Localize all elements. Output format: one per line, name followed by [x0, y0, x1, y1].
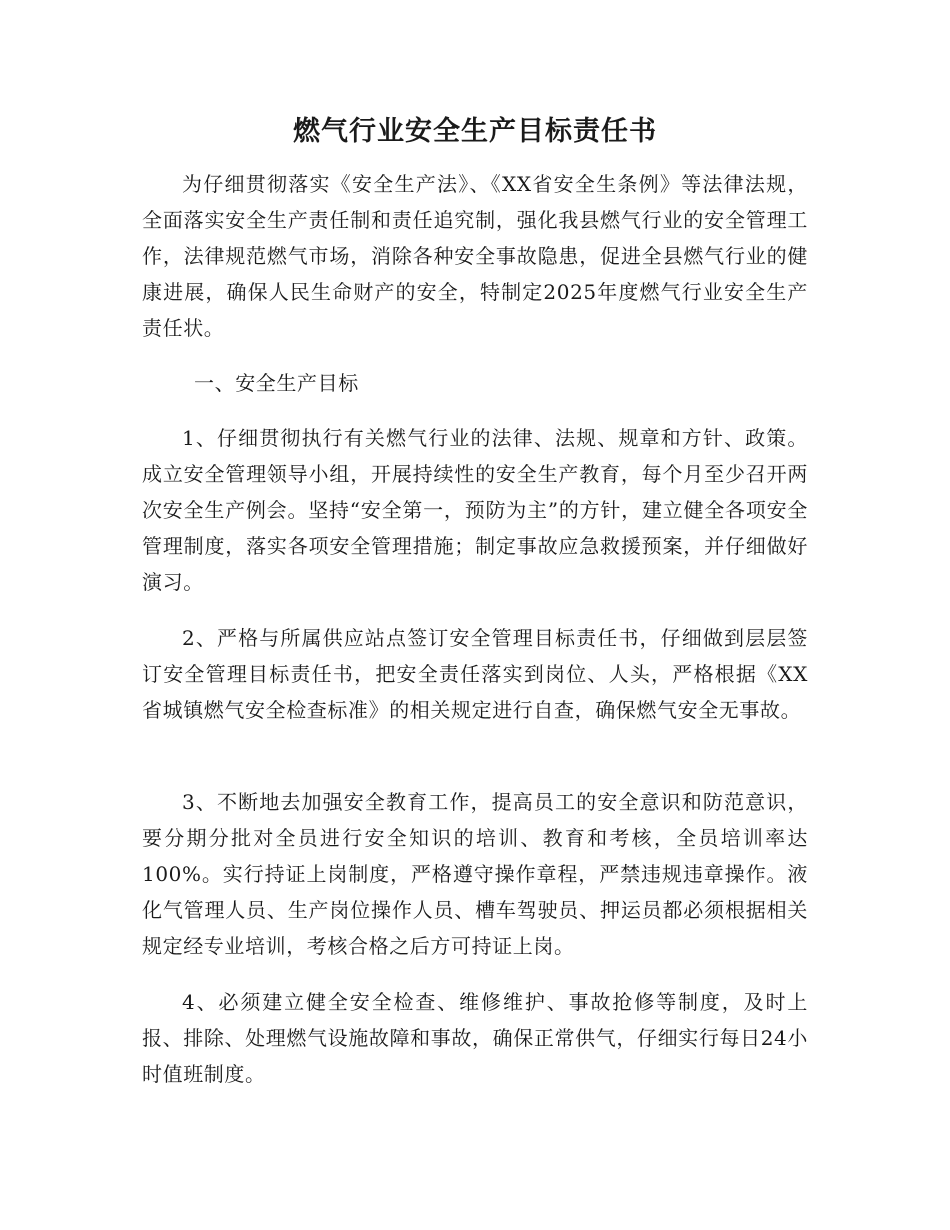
section-heading: 一、安全生产目标 — [194, 371, 359, 395]
list-item: 2、严格与所属供应站点签订安全管理目标责任书，仔细做到层层签订安全管理目标责任书，把安全责任落实到岗位、人头，严格根据《XX省城镇燃气安全检查标准》的相关规定进行自查，确保燃气安全无事故。 — [142, 626, 808, 722]
document-title: 燃气行业安全生产目标责任书 — [293, 116, 657, 147]
list-item: 1、仔细贯彻执行有关燃气行业的法律、法规、规章和方针、政策。成立安全管理领导小组，开展持续性的安全生产教育，每个月至少召开两次安全生产例会。坚持“安全第一，预防为主”的方针，建立健全各项安全管理制度，落实各项安全管理措施；制定事故应急救援预案，并仔细做好演习。 — [142, 426, 808, 594]
list-item: 3、不断地去加强安全教育工作，提高员工的安全意识和防范意识，要分期分批对全员进行安全知识的培训、教育和考核，全员培训率达100%。实行持证上岗制度，严格遵守操作章程，严禁违规违章操作。液化气管理人员、生产岗位操作人员、槽车驾驶员、押运员都必须根据相关规定经专业培训，考核合格之后方可持证上岗。 — [142, 790, 808, 958]
list-item: 4、必须建立健全安全检查、维修维护、事故抢修等制度，及时上报、排除、处理燃气设施故障和事故，确保正常供气，仔细实行每日24小时值班制度。 — [142, 990, 808, 1086]
intro-paragraph: 为仔细贯彻落实《安全生产法》、《XX省安全生条例》等法律法规，全面落实安全生产责任制和责任追究制，强化我县燃气行业的安全管理工作，法律规范燃气市场，消除各种安全事故隐患，促进全县燃气行业的健康进展，确保人民生命财产的安全，特制定2025年度燃气行业安全生产责任状。 — [142, 172, 808, 340]
